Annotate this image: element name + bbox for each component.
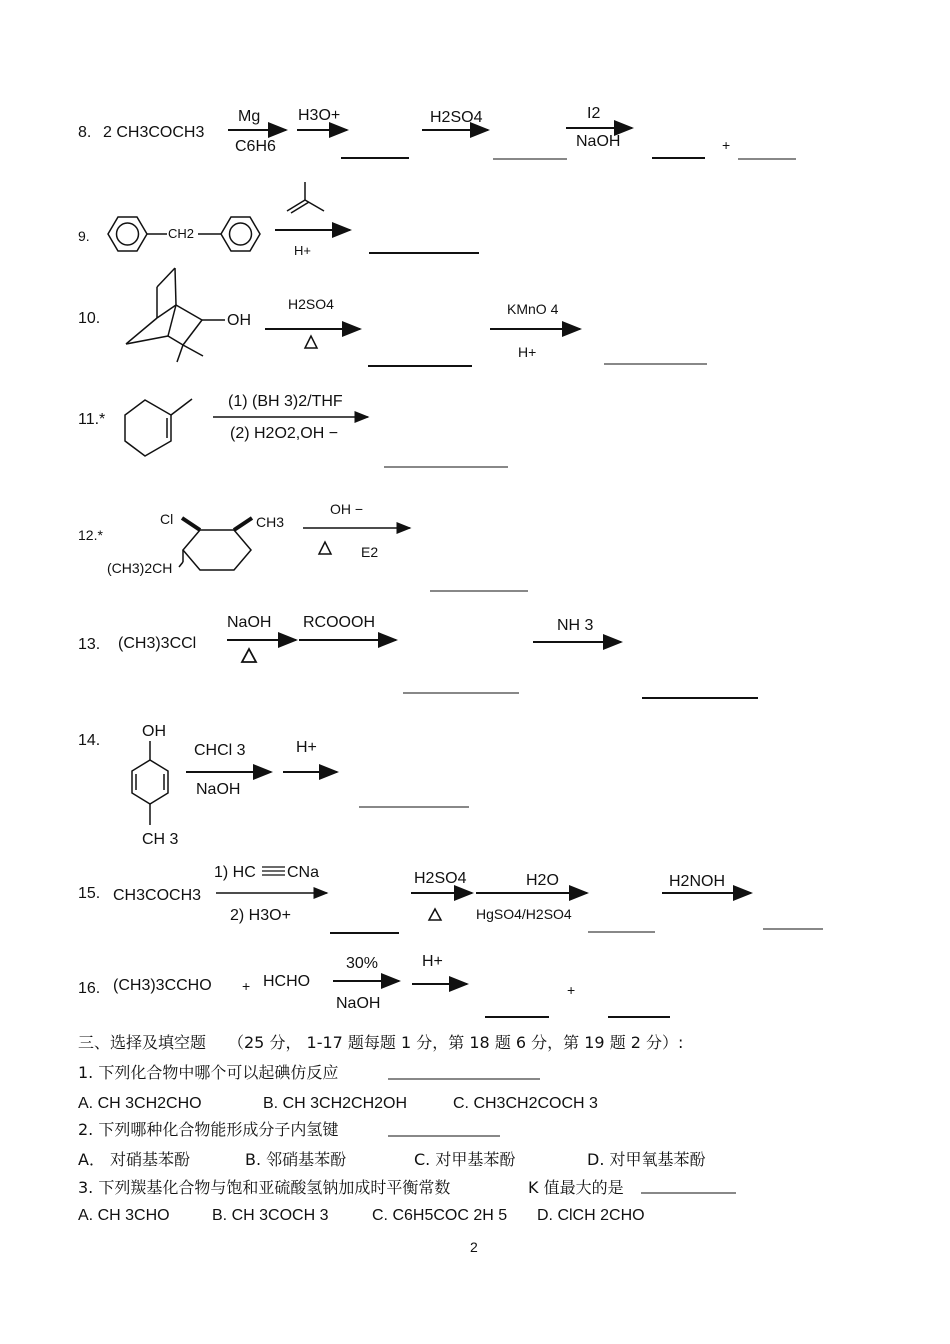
- q10-reagent-kmno4: KMnO 4: [507, 301, 559, 317]
- q12-base: OH −: [330, 501, 364, 517]
- q16-reactant-1: (CH3)3CCHO: [113, 977, 212, 994]
- q13-reagent-nh3: NH 3: [557, 617, 594, 634]
- q11-step-2: (2) H2O2,OH −: [230, 425, 339, 442]
- mc1-stem: 1. 下列化合物中哪个可以起碘仿反应: [78, 1063, 339, 1082]
- section-heading: 三、选择及填空题: [78, 1033, 207, 1052]
- q8-reagent-naoh: NaOH: [576, 133, 621, 150]
- mc2-option-c: C. 对甲基苯酚: [414, 1150, 516, 1169]
- q11-step-1: (1) (BH 3)2/THF: [228, 393, 343, 410]
- q10-bicyclic-structure: [126, 268, 225, 362]
- q8-number: 8.: [78, 124, 92, 141]
- q16-plus-1: +: [242, 978, 251, 994]
- mc2-option-a: A． 对硝基苯酚: [78, 1150, 191, 1169]
- q15-reagent-h2so4: H2SO4: [414, 870, 467, 887]
- q12-heat-triangle: [319, 542, 331, 554]
- q16-reactant-2: HCHO: [263, 973, 311, 990]
- q10-heat-triangle: [305, 336, 317, 348]
- q14-oh: OH: [142, 723, 166, 740]
- q14-number: 14.: [78, 732, 101, 749]
- mc3-option-d: D. ClCH 2CHO: [537, 1207, 645, 1224]
- q16-plus-2: +: [567, 982, 576, 998]
- mc3-option-c: C. C6H5COC 2H 5: [372, 1207, 508, 1224]
- q8-reagent-h3o: H3O+: [298, 107, 341, 124]
- q16-acid: H+: [422, 953, 443, 970]
- q9-number: 9.: [78, 228, 90, 244]
- q15-reactant: CH3COCH3: [113, 887, 202, 904]
- mc1-option-a: A. CH 3CH2CHO: [78, 1095, 202, 1112]
- q14-p-cresol: [132, 741, 168, 825]
- q11-methylcyclohexene: [125, 399, 192, 456]
- q13-reagent-peracid: RCOOOH: [303, 614, 375, 631]
- q16-number: 16.: [78, 980, 101, 997]
- q15-triple-bond: [262, 867, 285, 875]
- q16-concentration: 30%: [346, 955, 379, 972]
- q9-benzene-right: [221, 217, 260, 251]
- q8-reagent-i2: I2: [587, 105, 601, 122]
- q8-reactant: 2 CH3COCH3: [103, 124, 205, 141]
- q15-step-1: 1) HC: [214, 864, 256, 881]
- q8-plus: +: [722, 137, 731, 153]
- q9-acid: H+: [294, 243, 311, 258]
- page-number: 2: [470, 1239, 478, 1255]
- q15-heat-triangle: [429, 909, 441, 920]
- q14-reagent-chcl3: CHCl 3: [194, 742, 246, 759]
- q15-reagent-hydroxylamine: H2NOH: [669, 873, 726, 890]
- q12-cl: Cl: [160, 511, 174, 527]
- mc1-option-c: C. CH3CH2COCH 3: [453, 1095, 598, 1112]
- q11-number: 11.*: [78, 411, 106, 428]
- q16-base: NaOH: [336, 995, 381, 1012]
- q15-reagent-h2o: H2O: [526, 872, 559, 889]
- mc2-stem: 2. 下列哪种化合物能形成分子内氢键: [78, 1120, 339, 1139]
- q13-reagent-naoh: NaOH: [227, 614, 272, 631]
- q15-step-2: 2) H3O+: [230, 907, 291, 924]
- section-scoring: （25 分， 1-17 题每题 1 分，第 18 题 6 分，第 19 题 2 分）:: [228, 1033, 684, 1052]
- q10-oh: OH: [227, 312, 251, 329]
- q8-solvent: C6H6: [235, 138, 276, 155]
- mc3-option-a: A. CH 3CHO: [78, 1207, 170, 1224]
- q12-cyclohexane: [179, 518, 252, 570]
- q15-catalyst: HgSO4/H2SO4: [476, 906, 572, 922]
- q13-number: 13.: [78, 636, 101, 653]
- q9-isobutylene: [287, 182, 324, 213]
- q13-heat-triangle: [242, 649, 256, 662]
- q14-ch3: CH 3: [142, 831, 179, 848]
- q10-reagent-h2so4: H2SO4: [288, 296, 334, 312]
- q12-mechanism: E2: [361, 544, 379, 560]
- q10-acid: H+: [518, 344, 537, 360]
- mc1-option-b: B. CH 3CH2CH2OH: [263, 1095, 408, 1112]
- q10-number: 10.: [78, 310, 101, 327]
- mc3-option-b: B. CH 3COCH 3: [212, 1207, 329, 1224]
- q12-number: 12.*: [78, 527, 103, 543]
- q14-acid: H+: [296, 739, 317, 756]
- q13-reactant: (CH3)3CCl: [118, 635, 197, 652]
- q8-reagent-h2so4: H2SO4: [430, 109, 483, 126]
- q9-benzene-left: [108, 217, 147, 251]
- q12-isopropyl: (CH3)2CH: [107, 560, 173, 576]
- q15-step-1b: CNa: [287, 864, 320, 881]
- mc3-stem-cont: K 值最大的是: [528, 1178, 624, 1197]
- q14-reagent-naoh: NaOH: [196, 781, 241, 798]
- q8-reagent-mg: Mg: [238, 108, 261, 125]
- q15-number: 15.: [78, 885, 101, 902]
- mc3-stem: 3. 下列羰基化合物与饱和亚硫酸氢钠加成时平衡常数: [78, 1178, 451, 1197]
- q12-ch3: CH3: [256, 514, 285, 530]
- mc2-option-d: D. 对甲氧基苯酚: [587, 1150, 706, 1169]
- q9-ch2: CH2: [168, 226, 195, 241]
- mc2-option-b: B. 邻硝基苯酚: [245, 1150, 347, 1169]
